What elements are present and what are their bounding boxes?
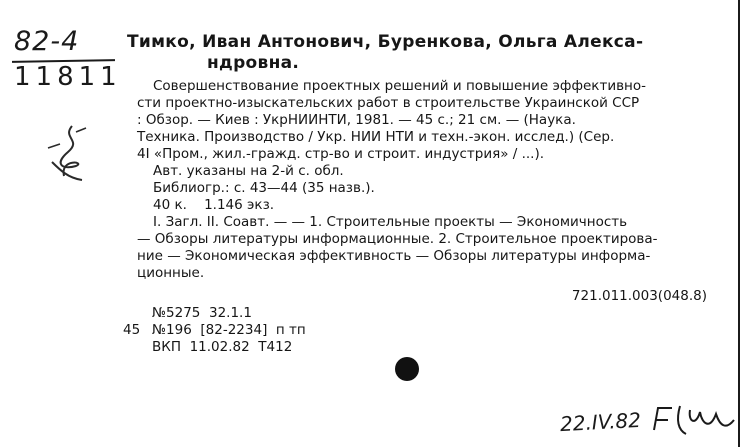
title-line-2: сти проектно-изыскательских работ в строительстве Украинской ССР [137, 95, 640, 111]
stamp-line-1: №5275 32.1.1 [152, 305, 252, 321]
title-line-1: Совершенствование проектных решений и повышение эффективно- [153, 78, 647, 94]
handwritten-signature [650, 400, 740, 440]
note-authors: Авт. указаны на 2-й с. обл. [153, 163, 344, 179]
punch-hole-mark [395, 357, 419, 381]
handwritten-shelf-code-top: 82-4 [14, 26, 80, 57]
title-line-5: 4I «Пром., жил.-гражд. стр-во и строит. индустрия» / ...). [137, 146, 545, 162]
card-right-edge [738, 0, 740, 447]
title-line-3: : Обзор. — Киев : УкрНИИНТИ, 1981. — 45 с.; 21 см. — (Наука. [137, 112, 576, 128]
subjects-line-2: — Обзоры литературы информационные. 2. Строительное проектирова- [137, 231, 658, 247]
stamp-prefix-number: 45 [123, 322, 141, 338]
handwritten-mark-scribble [42, 118, 102, 188]
subjects-line-1: I. Загл. II. Соавт. — — 1. Строительные проекты — Экономичность [153, 214, 628, 230]
author-heading [127, 32, 707, 74]
bibliographic-description [137, 78, 709, 305]
subjects-line-3: ние — Экономическая эффективность — Обзоры литературы информа- [137, 248, 651, 264]
stamp-line-3: ВКП 11.02.82 Т412 [152, 339, 293, 355]
handwritten-date: 22.IV.82 [559, 407, 642, 437]
stamp-line-2: №196 [82-2234] п тп [152, 322, 306, 338]
udc-code: 721.011.003(048.8) [571, 288, 707, 304]
registration-stamp [152, 305, 306, 356]
note-price-copies: 40 к. 1.146 экз. [153, 197, 275, 213]
author-line-2: ндровна. [207, 53, 300, 73]
handwritten-shelf-code-bottom: 11811 [14, 62, 122, 92]
title-line-4: Техника. Производство / Укр. НИИ НТИ и техн.-экон. исслед.) (Сер. [137, 129, 615, 145]
note-bibliography: Библиогр.: с. 43—44 (35 назв.). [153, 180, 375, 196]
subjects-line-4: ционные. [137, 265, 205, 281]
author-line-1: Тимко, Иван Антонович, Буренкова, Ольга Алекса- [127, 32, 644, 52]
